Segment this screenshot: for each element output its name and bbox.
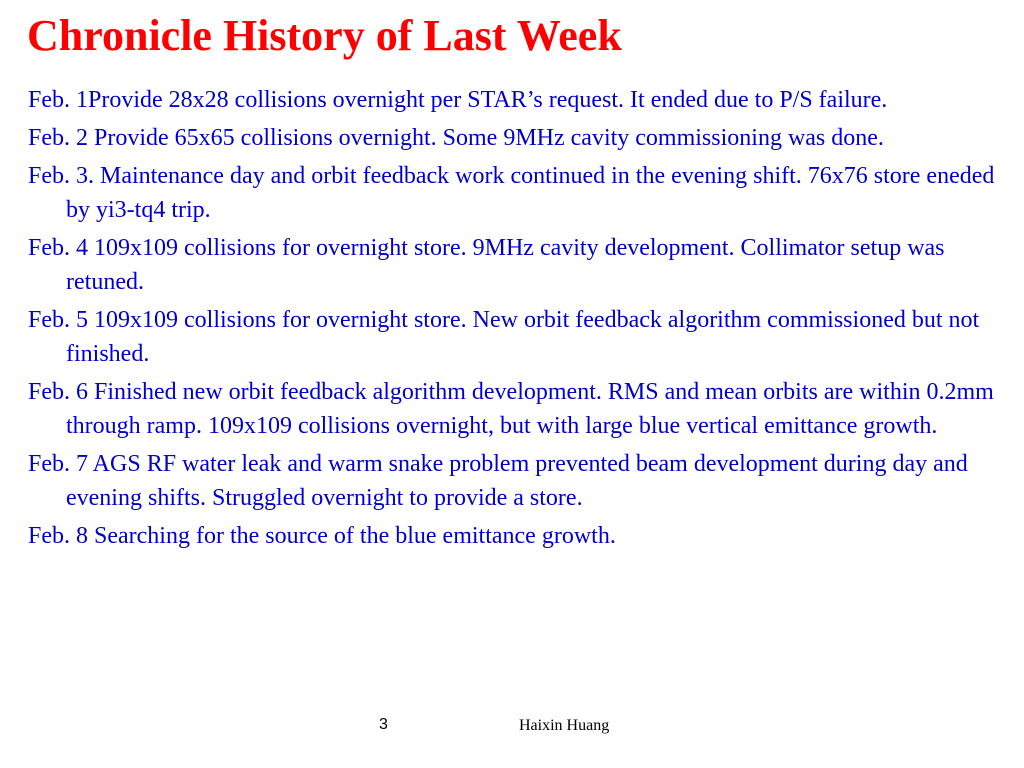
page-number: 3	[379, 716, 388, 733]
chronicle-entry-feb-7: Feb. 7 AGS RF water leak and warm snake problem prevented beam development during day and evening shifts. Struggled overnight to provide a store.	[28, 451, 968, 511]
chronicle-entry-feb-4: Feb. 4 109x109 collisions for overnight store. 9MHz cavity development. Collimator setup was retuned.	[28, 235, 945, 295]
slide-title: Chronicle History of Last Week	[27, 11, 622, 60]
chronicle-entry-feb-5: Feb. 5 109x109 collisions for overnight store. New orbit feedback algorithm commissioned but not finished.	[28, 307, 980, 367]
chronicle-entry-feb-6: Feb. 6 Finished new orbit feedback algorithm development. RMS and mean orbits are within 0.2mm through ramp. 109x109 collisions overnight, but with large blue vertical emittance growth.	[28, 379, 994, 439]
chronicle-entry-feb-3: Feb. 3. Maintenance day and orbit feedback work continued in the evening shift. 76x76 store eneded by yi3-tq4 trip.	[28, 163, 995, 223]
chronicle-entry-feb-8: Feb. 8 Searching for the source of the blue emittance growth.	[28, 523, 616, 549]
chronicle-entry-feb-1: Feb. 1Provide 28x28 collisions overnight per STAR’s request. It ended due to P/S failure.	[28, 87, 888, 113]
chronicle-entry-feb-2: Feb. 2 Provide 65x65 collisions overnight. Some 9MHz cavity commissioning was done.	[28, 125, 884, 151]
chronicle-list	[28, 83, 1013, 557]
footer-author: Haixin Huang	[519, 717, 610, 734]
